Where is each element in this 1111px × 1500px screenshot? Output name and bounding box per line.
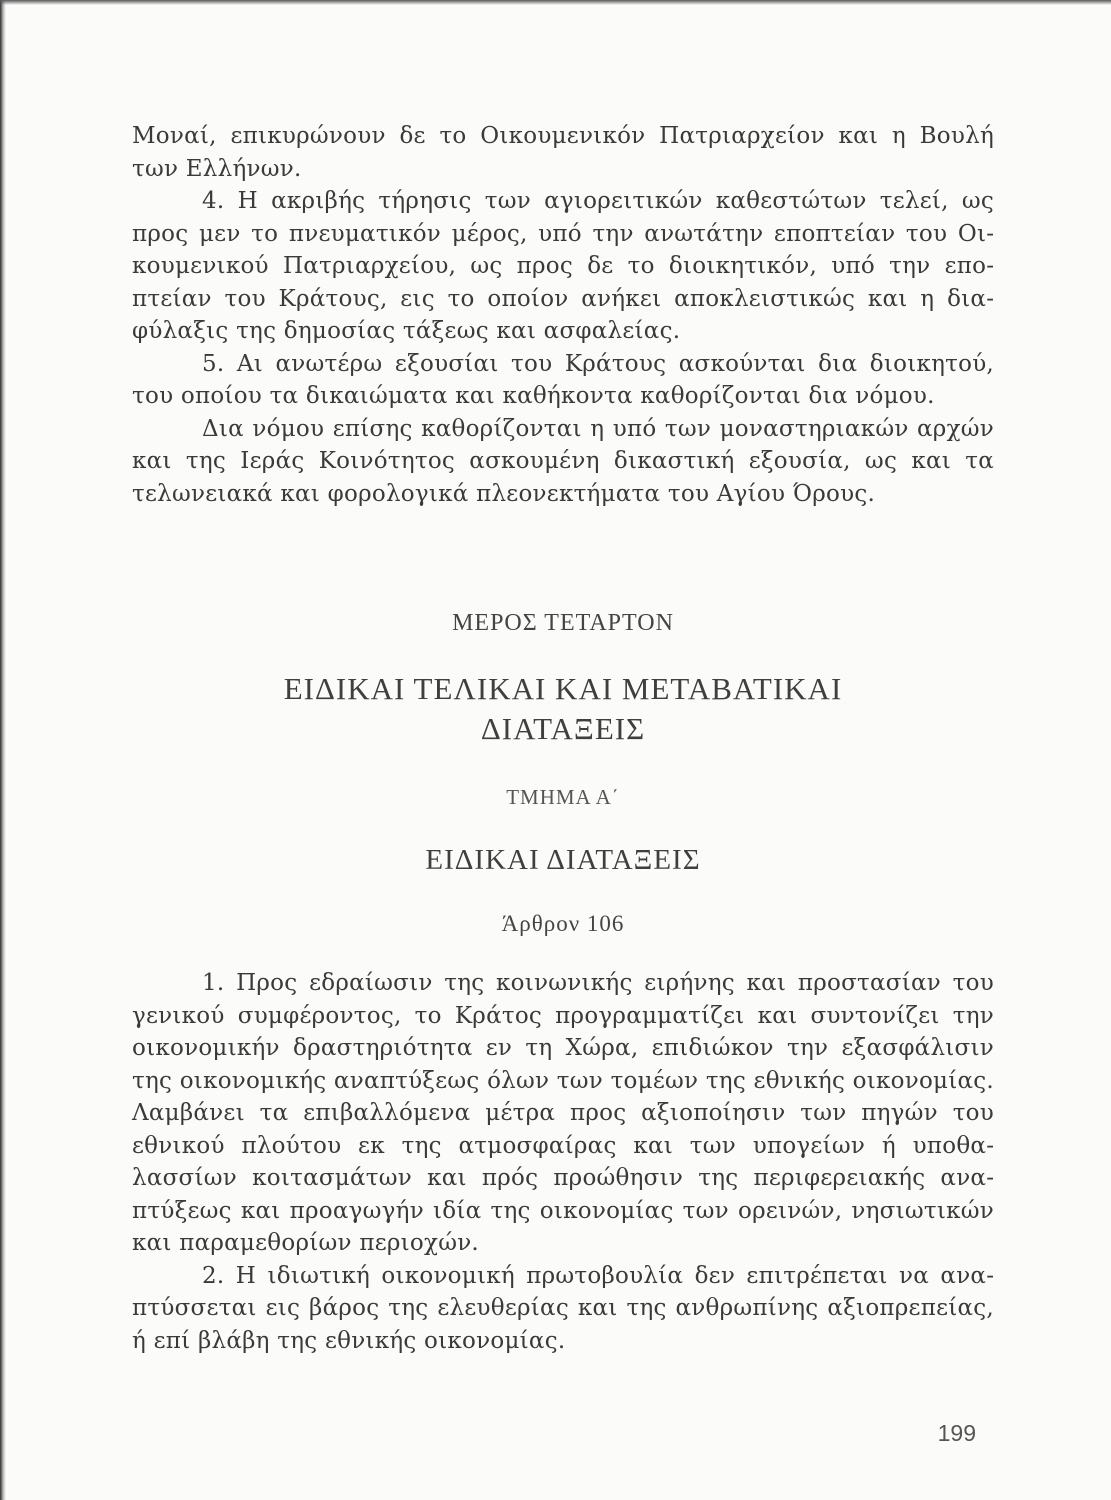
paragraph-4: 4. Η ακριβής τήρησις των αγιορειτικών καθεστώτων τελεί, ως προς μεν το πνευματικόν μέρος, υπό την ανωτάτην εποπτείαν του Οικουμενικού Πατριαρχείου, ως προς δε το διοικητικόν, υπό την εποπτείαν του Κράτους, εις το οποίον ανήκει αποκλειστικώς και η διαφύλαξις της δημοσίας τάξεως και ασφαλείας. <box>132 188 994 344</box>
document-page <box>132 120 994 1357</box>
paragraph: Μοναί, επικυρώνουν δε το Οικουμενικόν Πατριαρχείον και η Βουλή των Ελλήνων. <box>132 123 994 182</box>
part-title <box>132 669 994 749</box>
paragraph-5: 5. Αι ανωτέρω εξουσίαι του Κράτους ασκούνται δια διοικητού, του οποίου τα δικαιώματα και καθήκοντα καθορίζονται δια νόμου. <box>132 350 994 409</box>
section-title: ΕΙΔΙΚΑΙ ΔΙΑΤΑΞΕΙΣ <box>425 844 701 876</box>
page-edge-shadow <box>0 0 6 1500</box>
section-label: ΤΜΗΜΑ Α΄ <box>506 785 620 809</box>
paragraph-2: 2. Η ιδιωτική οικονομική πρωτοβουλία δεν επιτρέπεται να αναπτύσσεται εις βάρος της ελευθερίας και της ανθρωπίνης αξιοπρεπείας, ή επί βλάβη της εθνικής οικονομίας. <box>132 1262 994 1354</box>
article-106-text <box>132 967 994 1357</box>
paragraph: Δια νόμου επίσης καθορίζονται η υπό των μοναστηριακών αρχών και της Ιεράς Κοινότητος ασκουμένη δικαστική εξουσία, ως και τα τελωνειακά και φορολογικά πλεονεκτήματα του Αγίου Όρους. <box>132 415 994 507</box>
paragraph-1: 1. Προς εδραίωσιν της κοινωνικής ειρήνης και προστασίαν του γενικού συμφέροντος, το Κράτος προγραμματίζει και συντονίζει την οικονομικήν δραστηριότητα εν τη Χώρα, επιδιώκον την εξασφάλισιν της οικονομικής αναπτύξεως όλων των τομέων της εθνικής οικονομίας. Λαμβάνει τα επιβαλλόμενα μέτρα προς αξιοποίησιν των πηγών του εθνικού πλούτου εκ της ατμοσφαίρας και των υπογείων ή υποθαλασσίων κοιτασμάτων και πρός προώθησιν της περιφερειακής αναπτύξεως και προαγωγήν ιδία της οικονομίας των ορεινών, νησιωτικών και παραμεθορίων περιοχών. <box>132 970 994 1256</box>
continued-article-text <box>132 120 994 510</box>
part-title-line: ΔΙΑΤΑΞΕΙΣ <box>480 711 646 746</box>
part-title-line: ΕΙΔΙΚΑΙ ΤΕΛΙΚΑΙ ΚΑΙ ΜΕΤΑΒΑΤΙΚΑΙ <box>283 671 843 706</box>
article-heading: Άρθρον 106 <box>501 911 625 936</box>
part-label: ΜΕΡΟΣ ΤΕΤΑΡΤΟΝ <box>452 610 674 636</box>
page-number: 199 <box>937 1420 976 1446</box>
page-top-shadow <box>0 0 1111 5</box>
